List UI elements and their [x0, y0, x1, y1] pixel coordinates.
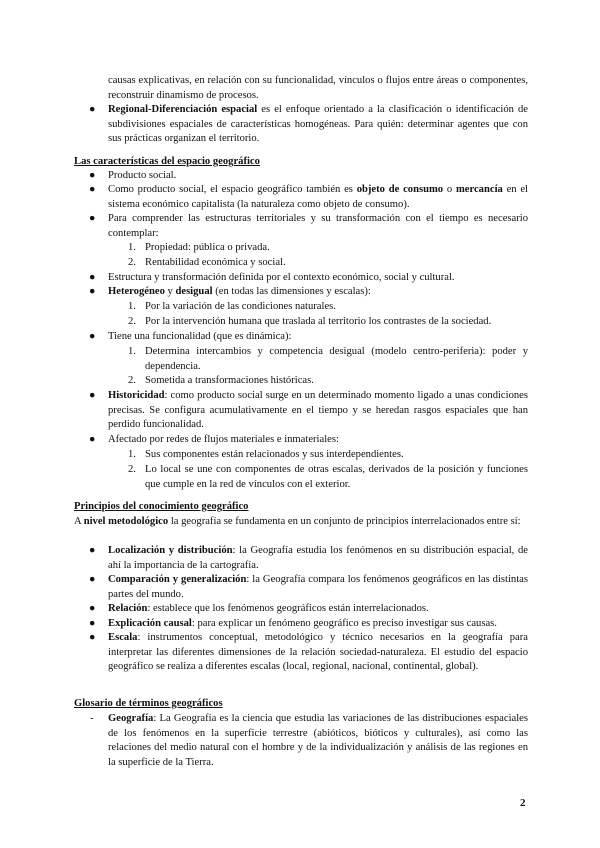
sub-list-item: Sus componentes están relacionados y sus interdependientes.: [145, 449, 404, 460]
bullet-icon: ●: [89, 603, 96, 614]
list-item: Historicidad: como producto social surge en un determinado momento ligado a unas condiciones precisas. Se configura acumulativamente en el tiempo y se heredan rasgos espaciales que han perdido funcionalidad.: [108, 390, 528, 430]
bullet-icon: ●: [89, 286, 96, 297]
list-item: Heterogéneo y desigual (en todas las dimensiones y escalas):: [108, 286, 371, 297]
glossary-item: Geografía: La Geografía es la ciencia que estudia las variaciones de las distribuciones espaciales de los fenómenos en la superficie terrestre (abióticos, bióticos y culturales), así como las relaciones del medio natural con el hombre y de la individualización y análisis de las regiones en la superficie de la Tierra.: [108, 713, 528, 768]
bullet-icon: ●: [89, 574, 96, 585]
bullet-regional: Regional-Diferenciación espacial es el enfoque orientado a la clasificación o identificación de subdivisiones espaciales de características homogéneas. Para quién: determinar agentes que con sus prácticas organizan el territorio.: [108, 104, 528, 144]
number-marker: 2.: [128, 375, 136, 386]
paragraph-continuation: causas explicativas, en relación con su funcionalidad, vínculos o flujos entre áreas o componentes, reconstruir dinamismo de procesos.: [108, 75, 528, 101]
list-item: Como producto social, el espacio geográfico también es objeto de consumo o mercancía en el sistema económico capitalista (la naturaleza como objeto de consumo).: [108, 184, 528, 210]
sub-list-item: Por la intervención humana que traslada al territorio los contrastes de la sociedad.: [145, 316, 492, 327]
bullet-icon: ●: [89, 434, 96, 445]
sub-list-item: Rentabilidad económica y social.: [145, 257, 286, 268]
bullet-icon: ●: [89, 272, 96, 283]
principle-item: Localización y distribución: la Geografía estudia los fenómenos en su distribución espacial, de ahí la importancia de la cartografía.: [108, 545, 528, 571]
heading-glosario: Glosario de términos geográficos: [74, 698, 223, 709]
sub-list-item: Sometida a transformaciones históricas.: [145, 375, 314, 386]
bullet-icon: ●: [89, 618, 96, 629]
number-marker: 1.: [128, 301, 136, 312]
principle-item: Relación: establece que los fenómenos geográficos están interrelacionados.: [108, 603, 429, 614]
bullet-icon: ●: [89, 184, 96, 195]
list-item: Producto social.: [108, 170, 177, 181]
sub-list-item: Por la variación de las condiciones naturales.: [145, 301, 336, 312]
list-item: Tiene una funcionalidad (que es dinámica):: [108, 331, 292, 342]
list-item: Afectado por redes de flujos materiales e inmateriales:: [108, 434, 339, 445]
page-number: 2: [520, 797, 526, 809]
term-regional: Regional-Diferenciación espacial: [108, 104, 258, 115]
bullet-icon: ●: [89, 545, 96, 556]
number-marker: 1.: [128, 242, 136, 253]
number-marker: 2.: [128, 464, 136, 475]
principle-item: Escala: instrumentos conceptual, metodológico y técnico necesarios en la geografía para interpretar las diferentes dimensiones de la relación sociedad-naturaleza. El estudio del espacio geográfico se realiza a diferentes escalas (local, regional, nacional, continental, global).: [108, 632, 528, 672]
number-marker: 2.: [128, 316, 136, 327]
bullet-icon: ●: [89, 331, 96, 342]
list-item: Estructura y transformación definida por el contexto económico, social y cultural.: [108, 272, 455, 283]
heading-principios: Principios del conocimiento geográfico: [74, 501, 249, 512]
number-marker: 2.: [128, 257, 136, 268]
bullet-icon: ●: [89, 390, 96, 401]
principle-item: Comparación y generalización: la Geografía compara los fenómenos geográficos en las distintas partes del mundo.: [108, 574, 528, 600]
bullet-icon: ●: [89, 632, 96, 643]
bullet-icon: ●: [89, 104, 96, 115]
bullet-icon: ●: [89, 170, 96, 181]
bullet-icon: ●: [89, 213, 96, 224]
dash-marker: -: [90, 713, 94, 724]
number-marker: 1.: [128, 346, 136, 357]
sub-list-item: Determina intercambios y competencia desigual (modelo centro-periferia): poder y dependencia.: [145, 346, 528, 372]
list-item: Para comprender las estructuras territoriales y su transformación con el tiempo es necesario contemplar:: [108, 213, 528, 239]
heading-caracteristicas: Las características del espacio geográfico: [74, 156, 260, 167]
paragraph-intro: A nivel metodológico la geografía se fundamenta en un conjunto de principios interrelacionados entre sí:: [74, 516, 521, 527]
principle-item: Explicación causal: para explicar un fenómeno geográfico es preciso investigar sus causas.: [108, 618, 497, 629]
number-marker: 1.: [128, 449, 136, 460]
sub-list-item: Propiedad: pública o privada.: [145, 242, 270, 253]
sub-list-item: Lo local se une con componentes de otras escalas, derivados de la posición y funciones que cumple en la red de vínculos con el exterior.: [145, 464, 528, 490]
